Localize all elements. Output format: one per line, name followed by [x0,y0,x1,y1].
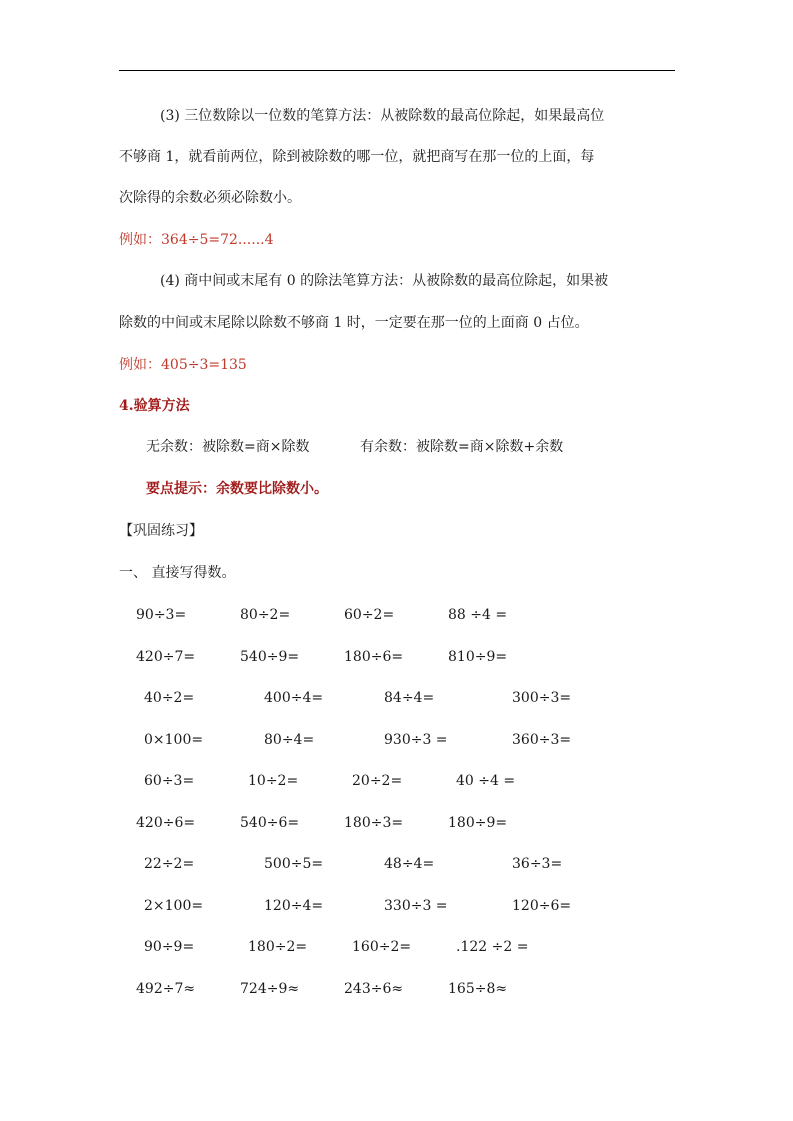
exercise-item: 724÷9≈ [240,981,300,997]
with-remainder-formula: 有余数：被除数=商×除数+余数 [360,439,564,455]
exercise-item: 243÷6≈ [344,981,404,997]
exercise-item: 0×100= [144,732,204,748]
exercise-item: 180÷2= [248,939,308,955]
exercise-item: 420÷6= [136,815,196,831]
exercise-item: 180÷6= [344,649,404,665]
exercise-item: 22÷2= [144,856,195,872]
exercise-item: 540÷6= [240,815,300,831]
exercise-item: 180÷3= [344,815,404,831]
header-rule [119,70,675,71]
exercise-item: 2×100= [144,898,204,914]
exercise-item: 48÷4= [384,856,435,872]
exercise-item: 500÷5= [264,856,324,872]
exercise-item: 36÷3= [512,856,563,872]
exercise-item: 60÷3= [144,773,195,789]
exercise-item: 88 ÷4 = [448,607,508,623]
exercise-item: 40÷2= [144,690,195,706]
exercise-item: 60÷2= [344,607,395,623]
no-remainder-formula: 无余数：被除数=商×除数 [146,439,310,455]
exercise-item: .122 ÷2 = [456,939,529,955]
exercise-item: 80÷2= [240,607,291,623]
exercise-item: 540÷9= [240,649,300,665]
exercise-item: 90÷3= [136,607,187,623]
example-1: 例如：364÷5=72......4 [119,232,274,248]
key-tip: 要点提示：余数要比除数小。 [146,481,328,497]
exercise-item: 10÷2= [248,773,299,789]
exercise-item: 492÷7≈ [136,981,196,997]
paragraph-3-line-3: 次除得的余数必须必除数小。 [119,190,301,206]
exercise-item: 160÷2= [352,939,412,955]
exercise-item: 810÷9= [448,649,508,665]
exercise-item: 165÷8≈ [448,981,508,997]
exercise-item: 360÷3= [512,732,572,748]
exercise-item: 120÷4= [264,898,324,914]
exercise-item: 120÷6= [512,898,572,914]
paragraph-4-line-1: (4) 商中间或末尾有 0 的除法笔算方法：从被除数的最高位除起，如果被 [160,273,609,289]
exercise-item: 84÷4= [384,690,435,706]
paragraph-3-line-2: 不够商 1，就看前两位，除到被除数的哪一位，就把商写在那一位的上面，每 [119,149,595,165]
exercise-item: 330÷3 = [384,898,448,914]
exercise-item: 90÷9= [144,939,195,955]
practice-title: 【巩固练习】 [119,523,203,539]
exercise-item: 420÷7= [136,649,196,665]
exercise-item: 300÷3= [512,690,572,706]
exercise-item: 400÷4= [264,690,324,706]
exercise-item: 40 ÷4 = [456,773,516,789]
paragraph-3-line-1: (3) 三位数除以一位数的笔算方法：从被除数的最高位除起，如果最高位 [160,108,605,124]
part-1-heading: 一、 直接写得数。 [119,565,236,581]
section-4-heading: 4.验算方法 [119,398,190,414]
exercise-item: 930÷3 = [384,732,448,748]
example-2: 例如：405÷3=135 [119,357,247,373]
paragraph-4-line-2: 除数的中间或末尾除以除数不够商 1 时，一定要在那一位的上面商 0 占位。 [119,315,589,331]
exercise-item: 20÷2= [352,773,403,789]
exercise-item: 180÷9= [448,815,508,831]
exercise-item: 80÷4= [264,732,315,748]
